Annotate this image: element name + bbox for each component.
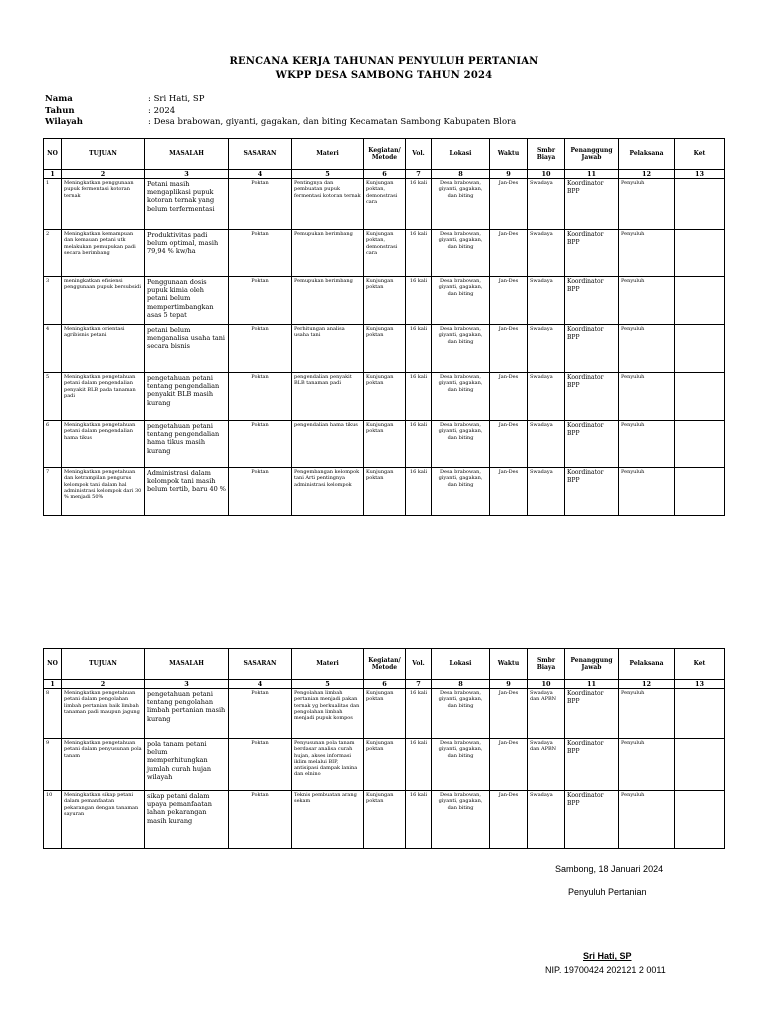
- cell-sasaran: Poktan: [229, 689, 292, 739]
- cell-materi: Pengembangan kelompok tani Arti pentingnya administrasi kelompok: [292, 468, 364, 516]
- signature-role: Penyuluh Pertanian: [568, 887, 647, 897]
- cell-no: 2: [44, 230, 62, 277]
- cell-biaya: Swadaya: [528, 373, 565, 421]
- cell-tujuan: Meningkatkan sikap petani dalam pemanfaatan pekarangan dengan tanaman sayuran: [62, 791, 145, 849]
- column-header: TUJUAN: [62, 649, 145, 680]
- column-number: 13: [675, 680, 725, 689]
- cell-masalah: pengetahuan petani tentang pengolahan limbah pertanian masih kurang: [145, 689, 229, 739]
- cell-masalah: Petani masih mengaplikasi pupuk kotoran ternak yang belum terfermentasi: [145, 179, 229, 230]
- cell-no: 8: [44, 689, 62, 739]
- cell-masalah: pengetahuan petani tentang pengendalian hama tikus masih kurang: [145, 421, 229, 468]
- cell-ket: [675, 421, 725, 468]
- table-row: [44, 179, 725, 230]
- cell-tujuan: meningkatkan efisiensi penggunaan pupuk bersubsidi: [62, 277, 145, 325]
- column-header: Smbr Biaya: [528, 649, 565, 680]
- table-row: [44, 791, 725, 849]
- column-number: 8: [432, 170, 490, 179]
- table-row: [44, 277, 725, 325]
- column-number: 5: [292, 680, 364, 689]
- cell-materi: pengendalian penyakit BLB tanaman padi: [292, 373, 364, 421]
- cell-kegiatan: Kunjungan poktan, demonstrasi cara: [364, 230, 406, 277]
- cell-ket: [675, 689, 725, 739]
- column-number-row: [44, 170, 725, 179]
- cell-biaya: Swadaya: [528, 230, 565, 277]
- cell-ket: [675, 373, 725, 421]
- cell-ket: [675, 468, 725, 516]
- table-row: [44, 739, 725, 791]
- cell-no: 1: [44, 179, 62, 230]
- column-number: 8: [432, 680, 490, 689]
- header-row: [44, 649, 725, 680]
- column-number: 2: [62, 170, 145, 179]
- cell-waktu: Jan-Des: [490, 689, 528, 739]
- column-header: Kegiatan/ Metode: [364, 139, 406, 170]
- cell-masalah: Administrasi dalam kelompok tani masih belum tertib, baru 40 %: [145, 468, 229, 516]
- cell-tujuan: Meningkatkan pengetahuan petani dalam penyusunan pola tanam: [62, 739, 145, 791]
- column-header: Vol.: [406, 649, 432, 680]
- column-number: 3: [145, 680, 229, 689]
- column-header: NO: [44, 139, 62, 170]
- column-header: Waktu: [490, 139, 528, 170]
- cell-no: 10: [44, 791, 62, 849]
- cell-sasaran: Poktan: [229, 277, 292, 325]
- cell-no: 7: [44, 468, 62, 516]
- cell-biaya: Swadaya: [528, 421, 565, 468]
- column-header: Kegiatan/ Metode: [364, 649, 406, 680]
- cell-vol: 16 kali: [406, 739, 432, 791]
- cell-pelaksana: Penyuluh: [619, 791, 675, 849]
- cell-kegiatan: Kunjungan poktan: [364, 791, 406, 849]
- cell-masalah: sikap petani dalam upaya pemanfaatan lahan pekarangan masih kurang: [145, 791, 229, 849]
- column-number: 1: [44, 170, 62, 179]
- column-header: Lokasi: [432, 649, 490, 680]
- column-number-row: [44, 680, 725, 689]
- column-number: 4: [229, 170, 292, 179]
- column-number: 3: [145, 170, 229, 179]
- cell-pelaksana: Penyuluh: [619, 739, 675, 791]
- column-number: 6: [364, 170, 406, 179]
- column-header: Pelaksana: [619, 139, 675, 170]
- signature-date: Sambong, 18 Januari 2024: [555, 864, 664, 874]
- column-header: Materi: [292, 649, 364, 680]
- column-number: 9: [490, 680, 528, 689]
- cell-biaya: Swadaya: [528, 179, 565, 230]
- cell-pelaksana: Penyuluh: [619, 421, 675, 468]
- cell-penanggung-jawab: Koordinator BPP: [565, 277, 619, 325]
- cell-masalah: petani belum menganalisa usaha tani secara bisnis: [145, 325, 229, 373]
- cell-ket: [675, 791, 725, 849]
- cell-sasaran: Poktan: [229, 791, 292, 849]
- signature-nip: NIP. 19700424 202121 2 0011: [545, 965, 666, 975]
- cell-tujuan: Meningkatkan pengetahuan petani dalam pengolahan limbah pertanian baik limbah tanaman padi maupun jagung: [62, 689, 145, 739]
- cell-penanggung-jawab: Koordinator BPP: [565, 373, 619, 421]
- column-header: Lokasi: [432, 139, 490, 170]
- cell-lokasi: Desa brabowan, giyanti, gagakan, dan biting: [432, 325, 490, 373]
- cell-lokasi: Desa brabowan, giyanti, gagakan, dan biting: [432, 421, 490, 468]
- cell-pelaksana: Penyuluh: [619, 468, 675, 516]
- table-row: [44, 421, 725, 468]
- column-header: MASALAH: [145, 139, 229, 170]
- cell-sasaran: Poktan: [229, 179, 292, 230]
- signature-name: Sri Hati, SP: [583, 951, 632, 961]
- column-number: 6: [364, 680, 406, 689]
- cell-biaya: Swadaya: [528, 791, 565, 849]
- cell-ket: [675, 277, 725, 325]
- cell-kegiatan: Kunjungan poktan: [364, 325, 406, 373]
- cell-waktu: Jan-Des: [490, 277, 528, 325]
- cell-tujuan: Meningkatkan orientasi agribisnis petani: [62, 325, 145, 373]
- column-number: 2: [62, 680, 145, 689]
- cell-penanggung-jawab: Koordinator BPP: [565, 739, 619, 791]
- cell-masalah: Penggunaan dosis pupuk kimia oleh petani belum mempertimbangkan asas 5 tepat: [145, 277, 229, 325]
- column-number: 11: [565, 170, 619, 179]
- cell-biaya: Swadaya: [528, 277, 565, 325]
- cell-tujuan: Meningkatkan pengetahuan petani dalam pengendalian hama tikus: [62, 421, 145, 468]
- column-number: 7: [406, 680, 432, 689]
- cell-pelaksana: Penyuluh: [619, 277, 675, 325]
- cell-vol: 16 kali: [406, 468, 432, 516]
- column-header: Smbr Biaya: [528, 139, 565, 170]
- cell-lokasi: Desa brabowan, giyanti, gagakan, dan biting: [432, 739, 490, 791]
- cell-masalah: pengetahuan petani tentang pengendalian penyakit BLB masih kurang: [145, 373, 229, 421]
- cell-materi: Teknis pembuatan arang sekam: [292, 791, 364, 849]
- column-header: MASALAH: [145, 649, 229, 680]
- cell-sasaran: Poktan: [229, 468, 292, 516]
- cell-materi: pengendalian hama tikus: [292, 421, 364, 468]
- cell-vol: 16 kali: [406, 689, 432, 739]
- document-subtitle: WKPP DESA SAMBONG TAHUN 2024: [275, 70, 493, 81]
- cell-kegiatan: Kunjungan poktan: [364, 468, 406, 516]
- column-number: 13: [675, 170, 725, 179]
- cell-sasaran: Poktan: [229, 230, 292, 277]
- cell-penanggung-jawab: Koordinator BPP: [565, 325, 619, 373]
- cell-lokasi: Desa brabowan, giyanti, gagakan, dan biting: [432, 791, 490, 849]
- column-header: Ket: [675, 649, 725, 680]
- cell-materi: Pengolahan limbah pertanian menjadi pakan ternak yg berkualitas dan pengolahan limbah menjadi pupuk kompos: [292, 689, 364, 739]
- cell-no: 3: [44, 277, 62, 325]
- column-number: 1: [44, 680, 62, 689]
- column-header: Vol.: [406, 139, 432, 170]
- cell-sasaran: Poktan: [229, 421, 292, 468]
- info-value: : Sri Hati, SP: [148, 94, 205, 104]
- cell-waktu: Jan-Des: [490, 739, 528, 791]
- column-header: SASARAN: [229, 649, 292, 680]
- cell-waktu: Jan-Des: [490, 230, 528, 277]
- work-plan-table: [43, 138, 725, 516]
- column-number: 10: [528, 170, 565, 179]
- cell-pelaksana: Penyuluh: [619, 230, 675, 277]
- cell-no: 9: [44, 739, 62, 791]
- column-header: Penanggung Jawab: [565, 139, 619, 170]
- column-header: Ket: [675, 139, 725, 170]
- cell-pelaksana: Penyuluh: [619, 689, 675, 739]
- column-number: 7: [406, 170, 432, 179]
- info-value: : 2024: [148, 106, 176, 116]
- cell-ket: [675, 179, 725, 230]
- cell-masalah: pola tanam petani belum memperhitungkan jumlah curah hujan wilayah: [145, 739, 229, 791]
- cell-penanggung-jawab: Koordinator BPP: [565, 689, 619, 739]
- header-row: [44, 139, 725, 170]
- cell-kegiatan: Kunjungan poktan: [364, 739, 406, 791]
- table-row: [44, 230, 725, 277]
- cell-waktu: Jan-Des: [490, 791, 528, 849]
- column-number: 11: [565, 680, 619, 689]
- cell-vol: 16 kali: [406, 230, 432, 277]
- info-label: Tahun: [45, 106, 75, 116]
- cell-materi: Perhitungan analisa usaha tani: [292, 325, 364, 373]
- cell-penanggung-jawab: Koordinator BPP: [565, 421, 619, 468]
- column-header: Pelaksana: [619, 649, 675, 680]
- cell-lokasi: Desa brabowan, giyanti, gagakan, dan biting: [432, 277, 490, 325]
- cell-waktu: Jan-Des: [490, 325, 528, 373]
- column-number: 9: [490, 170, 528, 179]
- cell-pelaksana: Penyuluh: [619, 373, 675, 421]
- cell-ket: [675, 230, 725, 277]
- cell-lokasi: Desa brabowan, giyanti, gagakan, dan biting: [432, 689, 490, 739]
- cell-lokasi: Desa brabowan, giyanti, gagakan, dan biting: [432, 373, 490, 421]
- cell-materi: Pemupukan berimbang: [292, 277, 364, 325]
- cell-vol: 16 kali: [406, 179, 432, 230]
- column-header: Waktu: [490, 649, 528, 680]
- cell-no: 6: [44, 421, 62, 468]
- table-row: [44, 468, 725, 516]
- cell-ket: [675, 739, 725, 791]
- cell-lokasi: Desa brabowan, giyanti, gagakan, dan biting: [432, 230, 490, 277]
- column-number: 10: [528, 680, 565, 689]
- table-row: [44, 689, 725, 739]
- cell-waktu: Jan-Des: [490, 179, 528, 230]
- cell-tujuan: Meningkatkan pengetahuan dan ketrampilan pengurus kelompok tani dalam hal administrasi kelompok dari 30 % menjadi 50%: [62, 468, 145, 516]
- column-number: 12: [619, 680, 675, 689]
- cell-kegiatan: Kunjungan poktan: [364, 373, 406, 421]
- cell-materi: Penyusunan pola tanam berdasar analisa curah hujan, akses informasi iklim melalui BIP, antisipasi dampak lanina dan elnino: [292, 739, 364, 791]
- table-row: [44, 325, 725, 373]
- cell-ket: [675, 325, 725, 373]
- column-header: Materi: [292, 139, 364, 170]
- info-label: Nama: [45, 94, 73, 104]
- cell-tujuan: Meningkatkan kemampuan dan kemauan petani utk melakukan pemupukan padi secara berimbang: [62, 230, 145, 277]
- cell-sasaran: Poktan: [229, 739, 292, 791]
- cell-biaya: Swadaya: [528, 325, 565, 373]
- cell-kegiatan: Kunjungan poktan: [364, 421, 406, 468]
- table-row: [44, 373, 725, 421]
- column-number: 4: [229, 680, 292, 689]
- cell-biaya: Swadaya: [528, 468, 565, 516]
- cell-tujuan: Meningkatkan pengetahuan petani dalam pengendalian penyakit BLB pada tanaman padi: [62, 373, 145, 421]
- cell-biaya: Swadaya dan APBN: [528, 689, 565, 739]
- cell-vol: 16 kali: [406, 325, 432, 373]
- column-number: 12: [619, 170, 675, 179]
- column-header: SASARAN: [229, 139, 292, 170]
- cell-pelaksana: Penyuluh: [619, 325, 675, 373]
- cell-waktu: Jan-Des: [490, 373, 528, 421]
- cell-pelaksana: Penyuluh: [619, 179, 675, 230]
- cell-kegiatan: Kunjungan poktan: [364, 277, 406, 325]
- cell-penanggung-jawab: Koordinator BPP: [565, 230, 619, 277]
- cell-biaya: Swadaya dan APBN: [528, 739, 565, 791]
- column-header: Penanggung Jawab: [565, 649, 619, 680]
- cell-penanggung-jawab: Koordinator BPP: [565, 468, 619, 516]
- cell-waktu: Jan-Des: [490, 468, 528, 516]
- work-plan-table-continued: [43, 648, 725, 849]
- cell-no: 4: [44, 325, 62, 373]
- cell-lokasi: Desa brabowan, giyanti, gagakan, dan biting: [432, 468, 490, 516]
- cell-tujuan: Meningkatkan penggunaan pupuk fermentasi kotoran ternak: [62, 179, 145, 230]
- cell-vol: 16 kali: [406, 791, 432, 849]
- cell-waktu: Jan-Des: [490, 421, 528, 468]
- info-label: Wilayah: [45, 117, 83, 127]
- cell-kegiatan: Kunjungan poktan: [364, 689, 406, 739]
- cell-no: 5: [44, 373, 62, 421]
- cell-sasaran: Poktan: [229, 325, 292, 373]
- cell-materi: Pemupukan berimbang: [292, 230, 364, 277]
- cell-vol: 16 kali: [406, 277, 432, 325]
- column-header: TUJUAN: [62, 139, 145, 170]
- cell-masalah: Produktivitas padi belum optimal, masih 79,94 % kw/ha: [145, 230, 229, 277]
- cell-kegiatan: Kunjungan poktan, demonstrasi cara: [364, 179, 406, 230]
- column-header: NO: [44, 649, 62, 680]
- cell-sasaran: Poktan: [229, 373, 292, 421]
- cell-lokasi: Desa brabowan, giyanti, gagakan, dan biting: [432, 179, 490, 230]
- column-number: 5: [292, 170, 364, 179]
- cell-penanggung-jawab: Koordinator BPP: [565, 179, 619, 230]
- cell-penanggung-jawab: Koordinator BPP: [565, 791, 619, 849]
- cell-vol: 16 kali: [406, 373, 432, 421]
- document-title: RENCANA KERJA TAHUNAN PENYULUH PERTANIAN: [229, 56, 539, 67]
- cell-vol: 16 kali: [406, 421, 432, 468]
- info-value: : Desa brabowan, giyanti, gagakan, dan biting Kecamatan Sambong Kabupaten Blora: [148, 117, 517, 127]
- cell-materi: Pentingnya dan pembuatan pupuk fermentasi kotoran ternak: [292, 179, 364, 230]
